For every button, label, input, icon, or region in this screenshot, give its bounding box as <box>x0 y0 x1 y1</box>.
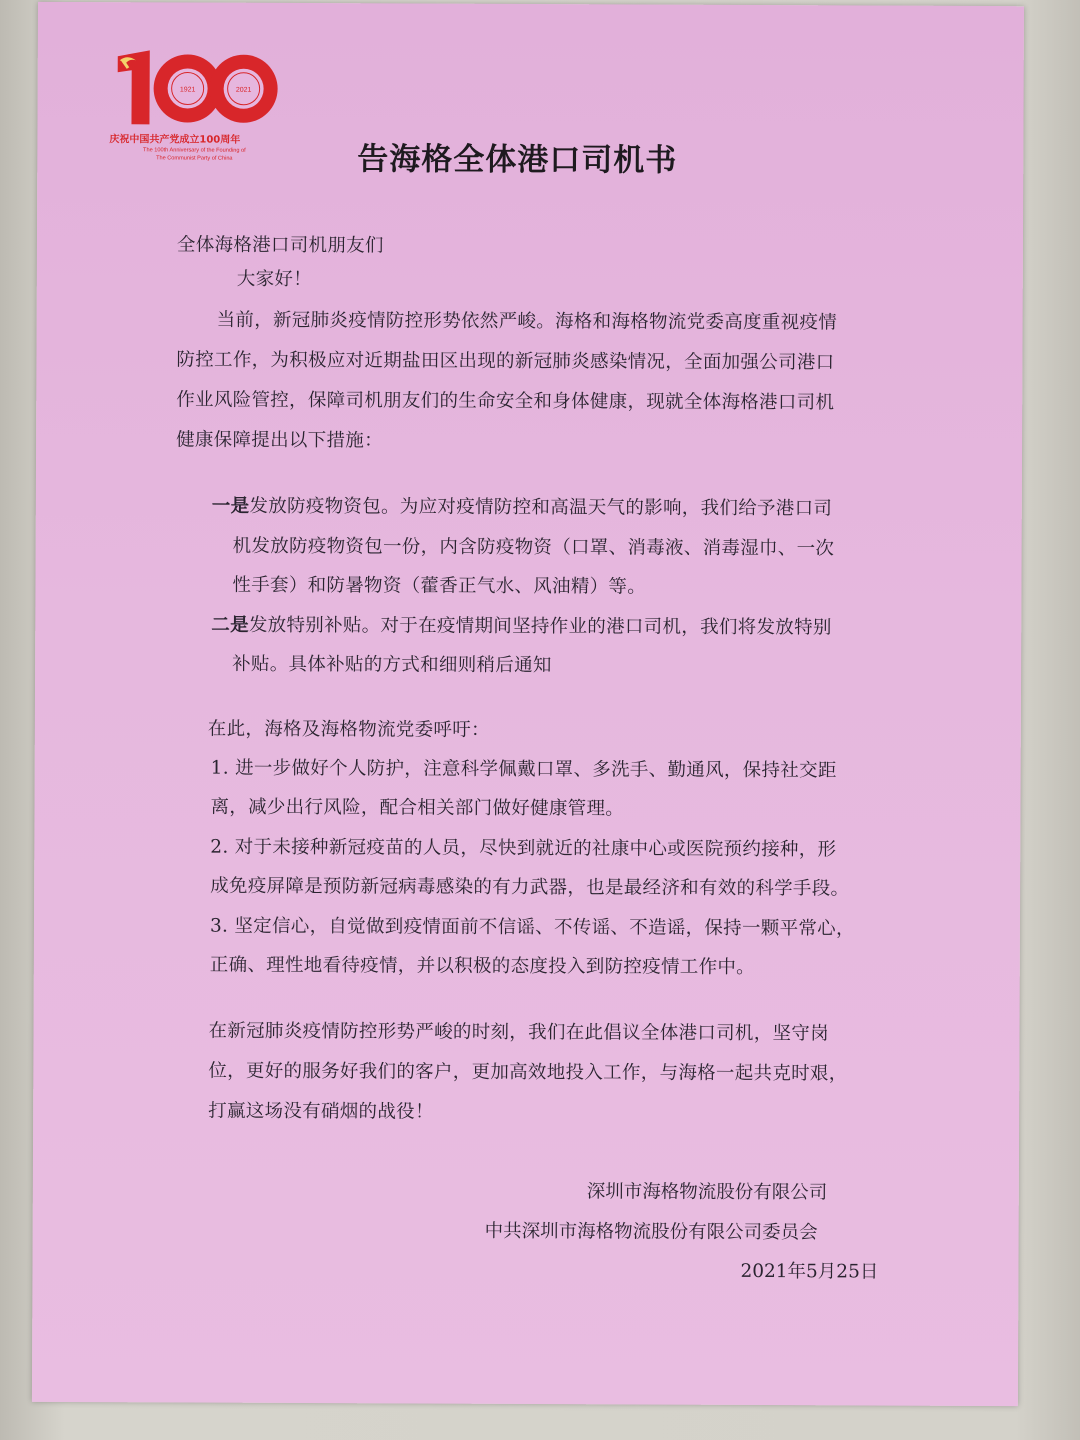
logo-year-right: 2021 <box>235 86 252 94</box>
appeal-line: 离，减少出行风险，配合相关部门做好健康管理。 <box>210 796 625 820</box>
party-100th-anniversary-logo <box>109 46 280 172</box>
appeal-line: 成免疫屏障是预防新冠病毒感染的有力武器，也是最经济和有效的科学手段。 <box>210 875 850 900</box>
logo-year-left: 1921 <box>179 86 196 94</box>
logo-caption-en-2: The Communist Party of China <box>156 155 233 162</box>
appeal-line: 正确、理性地看待疫情，并以积极的态度投入到防控疫情工作中。 <box>209 954 756 978</box>
measure-1-text: 发放防疫物资包。为应对疫情防控和高温天气的影响，我们给予港口司 <box>249 495 833 520</box>
greeting: 大家好！ <box>236 268 313 291</box>
letter-paper <box>32 2 1024 1406</box>
signature-date: 2021年5月25日 <box>740 1260 879 1283</box>
measure-2-line <box>211 611 832 640</box>
closing-line: 打赢这场没有硝烟的战役！ <box>208 1100 434 1123</box>
measure-2-line: 补贴。具体补贴的方式和细则稍后通知 <box>232 653 552 677</box>
intro-line: 当前，新冠肺炎疫情防控形势依然严峻。海格和海格物流党委高度重视疫情 <box>216 309 838 334</box>
measure-2-label: 二是 <box>211 614 249 636</box>
letter-title: 告海格全体港口司机书 <box>357 141 678 179</box>
intro-line: 防控工作，为积极应对近期盐田区出现的新冠肺炎感染情况，全面加强公司港口 <box>176 349 835 374</box>
measure-1-label: 一是 <box>211 495 250 517</box>
logo-100-emblem-icon <box>109 46 279 131</box>
logo-caption-en-1: The 100th Anniversary of the Founding of <box>143 147 246 154</box>
measure-1-line <box>212 492 833 521</box>
salutation: 全体海格港口司机朋友们 <box>176 234 384 257</box>
appeal-line: 2. 对于未接种新冠疫苗的人员，尽快到就近的社康中心或医院预约接种，形 <box>210 836 837 861</box>
logo-caption-cn: 庆祝中国共产党成立100周年 <box>109 134 241 146</box>
measure-1-line: 性手套）和防暑物资（藿香正气水、风油精）等。 <box>232 574 647 598</box>
measure-2-text: 发放特别补贴。对于在疫情期间坚持作业的港口司机，我们将发放特别 <box>248 614 832 639</box>
intro-line: 健康保障提出以下措施： <box>176 429 383 452</box>
signature-company: 深圳市海格物流股份有限公司 <box>586 1181 828 1204</box>
closing-line: 位，更好的服务好我们的客户，更加高效地投入工作，与海格一起共克时艰， <box>208 1060 848 1085</box>
closing-line: 在新冠肺炎疫情防控形势严峻的时刻，我们在此倡议全体港口司机，坚守岗 <box>208 1020 829 1045</box>
intro-line: 作业风险管控，保障司机朋友们的生命安全和身体健康，现就全体海格港口司机 <box>176 389 835 414</box>
measure-1-line: 机发放防疫物资包一份，内含防疫物资（口罩、消毒液、消毒湿巾、一次 <box>232 535 835 560</box>
signature-committee: 中共深圳市海格物流股份有限公司委员会 <box>484 1220 818 1244</box>
appeal-intro: 在此，海格及海格物流党委呼吁： <box>207 718 490 741</box>
appeal-line: 1. 进一步做好个人防护，注意科学佩戴口罩、多洗手、勤通风，保持社交距 <box>210 757 837 782</box>
appeal-line: 3. 坚定信心，自觉做到疫情面前不信谣、不传谣、不造谣，保持一颗平常心， <box>209 915 855 940</box>
